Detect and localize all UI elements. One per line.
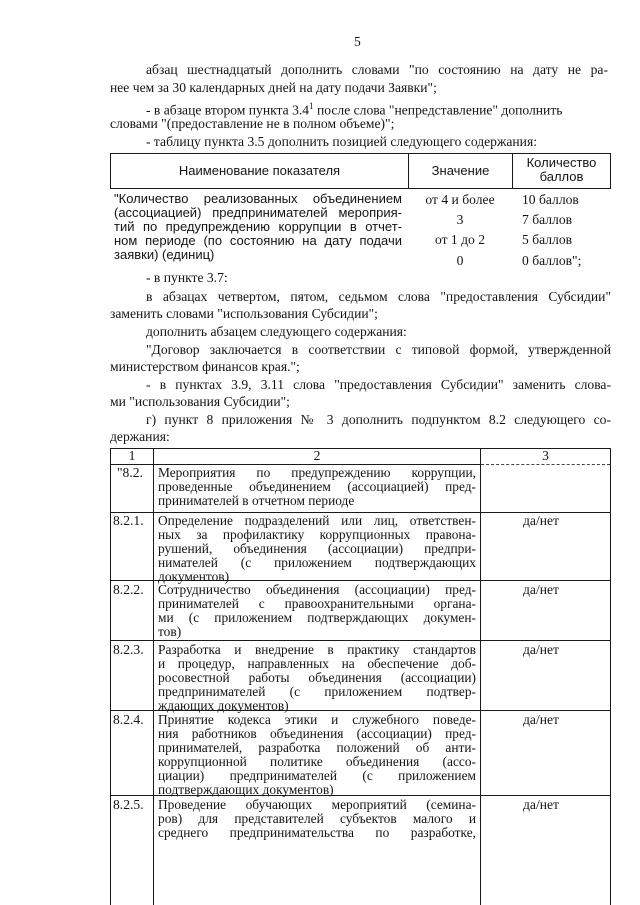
table-header-points: Количество баллов: [526, 155, 597, 184]
paragraph-line: министерством финансов края.";: [110, 359, 300, 374]
row-number: 8.2.4.: [113, 712, 144, 727]
row-value: да/нет: [523, 582, 559, 597]
table-row-value: 0: [456, 253, 464, 268]
table-header-col2: 2: [313, 448, 321, 463]
table-header-value: Значение: [431, 163, 490, 178]
table-row-points: 7 баллов: [522, 212, 573, 227]
row-description: Мероприятия по предупреждению коррупции, проведенные объединением (ассоциацией) пред- принимателей в отчетном периоде: [158, 465, 476, 508]
row-description: Разработка и внедрение в практику стандартов и процедур, направленных на обеспечение доб- росовестной работы объединения (ассоциации) предпринимателей (с приложением подтвер- ждающих документов): [158, 642, 476, 713]
page-number: 5: [354, 34, 361, 49]
table-row-value: от 4 и более: [425, 192, 495, 207]
paragraph-line: заменить словами "использования Субсидии";: [110, 306, 378, 321]
table-row-points: 5 баллов: [522, 232, 573, 247]
table-header-col1: 1: [128, 448, 136, 463]
paragraph-line: - в абзаце втором пункта $3.4^1$ после слова "непредставление" дополнить: [146, 101, 563, 118]
table-header-col3: 3: [542, 448, 549, 463]
row-value: да/нет: [523, 513, 559, 528]
row-number: 8.2.2.: [113, 582, 144, 597]
row-description: Сотрудничество объединения (ассоциации) пред- принимателей с правоохранительными органа- ми (с приложением подтверждающих докумен- тов): [158, 582, 476, 639]
paragraph-line: - в пунктах 3.9, 3.11 слова "предоставления Субсидии" заменить слова-: [146, 377, 611, 392]
table-row-value: от 1 до 2: [434, 232, 486, 247]
row-value: да/нет: [523, 797, 559, 812]
row-number: 8.2.5.: [113, 797, 144, 812]
table-row-value: 3: [456, 212, 464, 227]
row-number: "8.2.: [117, 465, 143, 480]
paragraph-line: дополнить абзацем следующего содержания:: [146, 324, 407, 339]
paragraph-line: "Договор заключается в соответствии с типовой формой, утвержденной: [146, 342, 611, 357]
paragraph-line: держания:: [110, 429, 170, 444]
row-description: Определение подразделений или лиц, ответствен- ных за профилактику коррупционных правона- рушений, объединения (ассоциации) предпри- нимателей (с приложением подтверждающих документов): [158, 513, 476, 584]
row-number: 8.2.1.: [113, 513, 144, 528]
paragraph-line: - таблицу пункта 3.5 дополнить позицией следующего содержания:: [146, 134, 537, 149]
paragraph-line: словами "(предоставление не в полном объеме)";: [110, 116, 395, 131]
table-row-points: 0 баллов";: [522, 253, 582, 268]
row-description: Проведение обучающих мероприятий (семина- ров) для представителей субъектов малого и среднего предпринимательства по разработке,: [158, 797, 476, 840]
row-value: да/нет: [523, 712, 559, 727]
paragraph-line: абзац шестнадцатый дополнить словами "по состоянию на дату не ра-: [146, 62, 608, 77]
paragraph-line: нее чем за 30 календарных дней на дату подачи Заявки";: [110, 80, 437, 95]
paragraph-line: ми "использования Субсидии";: [110, 394, 290, 409]
paragraph-line: - в пункте 3.7:: [146, 270, 228, 285]
paragraph-line: г) пункт 8 приложения № 3 дополнить подпунктом 8.2 следующего со-: [146, 412, 611, 427]
row-description: Принятие кодекса этики и служебного поведе- ния работников объединения (ассоциации) пред- принимателей, разработка положений об анти- коррупционной политике объединения (ассо- циации) предпринимателей (с приложением подтверждающих документов): [158, 712, 476, 797]
table-header-indicator: Наименование показателя: [178, 163, 341, 178]
indicator-name: "Количество реализованных объединением (ассоциацией) предпринимателей мероприя- тий по предупреждению коррупции в отчет- ном периоде (по состоянию на дату подачи заявки) (единиц): [114, 191, 402, 262]
paragraph-line: в абзацах четвертом, пятом, седьмом слова "предоставления Субсидии": [146, 289, 611, 304]
table-row-points: 10 баллов: [522, 192, 579, 207]
row-value: да/нет: [523, 642, 559, 657]
row-number: 8.2.3.: [113, 642, 144, 657]
